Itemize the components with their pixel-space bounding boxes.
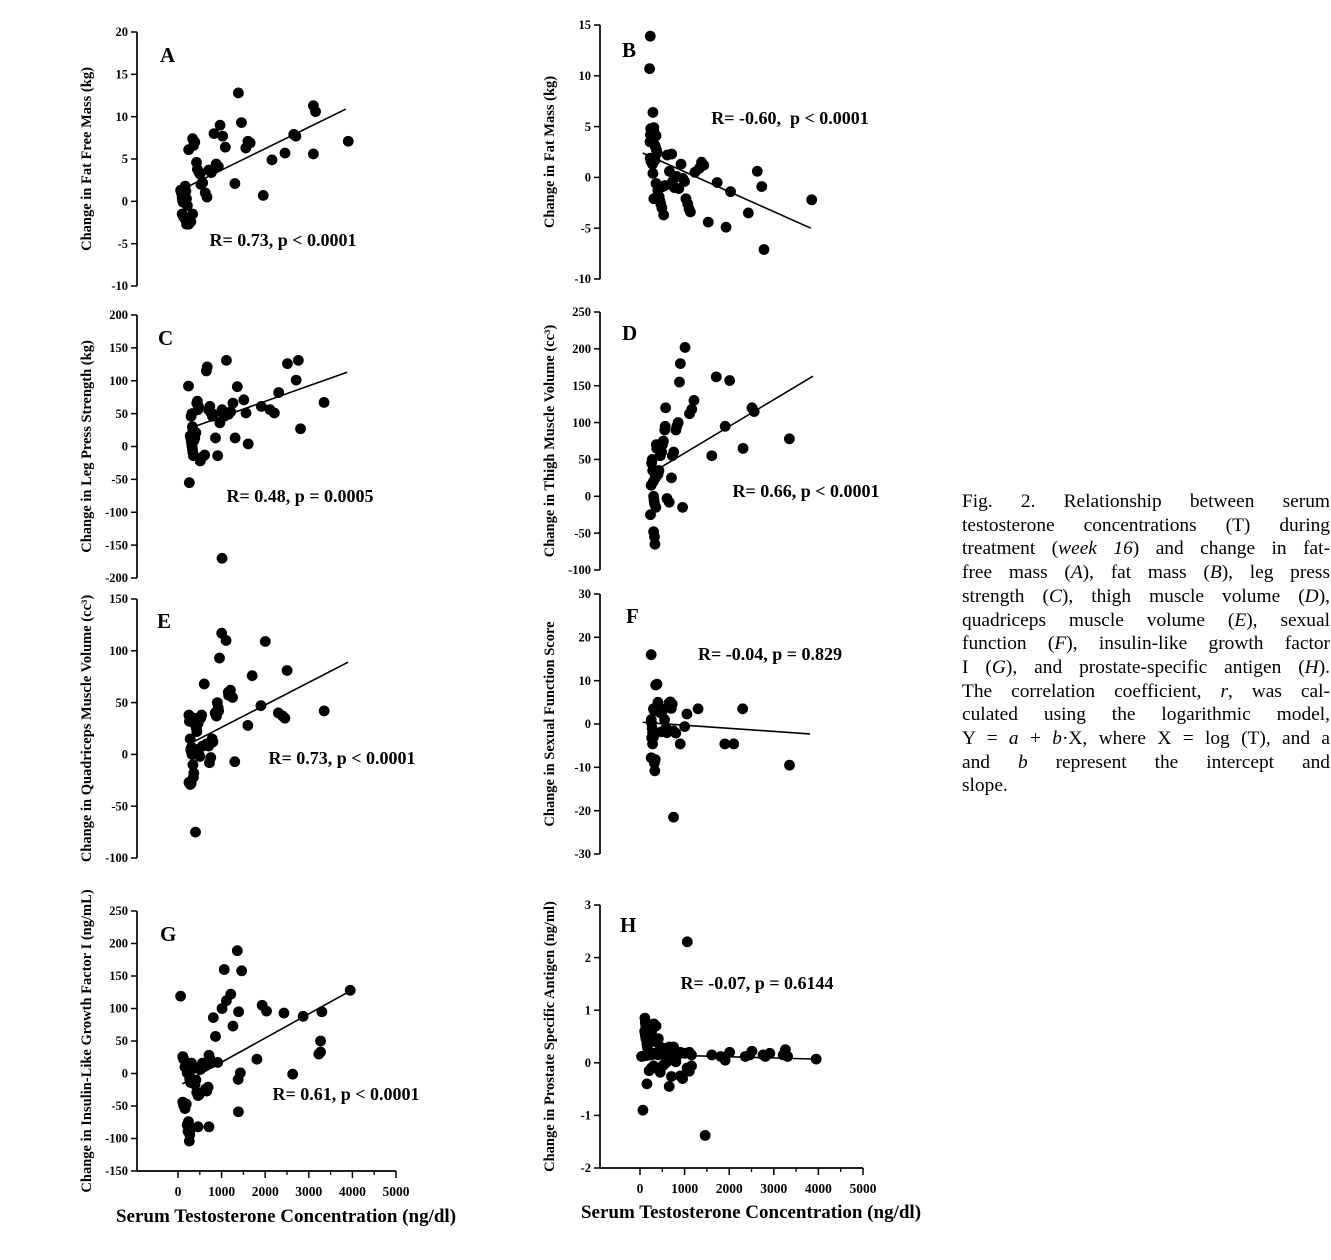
data-point <box>279 1008 290 1019</box>
data-point <box>308 149 319 160</box>
y-tick-label: -1 <box>580 1108 591 1123</box>
data-point <box>674 377 685 388</box>
y-tick-label: 0 <box>584 170 591 185</box>
y-tick-label: 30 <box>578 587 591 602</box>
data-point <box>260 636 271 647</box>
data-point <box>269 408 280 419</box>
data-point <box>229 756 240 767</box>
data-point <box>668 447 679 458</box>
x-tick-label: 5000 <box>849 1181 877 1196</box>
data-point <box>319 397 330 408</box>
data-point <box>319 705 330 716</box>
data-point <box>204 1121 215 1132</box>
data-point <box>217 131 228 142</box>
data-point <box>737 703 748 714</box>
y-tick-label: 10 <box>578 69 591 83</box>
x-tick-label: 2000 <box>251 1184 279 1199</box>
data-point <box>679 721 690 732</box>
data-point <box>236 965 247 976</box>
y-tick-label: 15 <box>115 67 128 82</box>
y-tick-label: 50 <box>578 452 591 467</box>
caption-line: culated using the logarithmic model, <box>962 704 1330 726</box>
x-axis-title-right: Serum Testosterone Concentration (ng/dl) <box>580 1202 922 1223</box>
data-point <box>310 106 321 117</box>
x-tick-label: 2000 <box>715 1181 743 1196</box>
panel-letter: D <box>622 321 638 345</box>
data-point <box>252 1054 263 1065</box>
y-tick-label: 5 <box>121 152 128 167</box>
data-point <box>644 63 655 74</box>
correlation-annotation: R= -0.60, p < 0.0001 <box>711 108 869 128</box>
data-point <box>666 472 677 483</box>
data-point <box>315 1047 326 1058</box>
panel-letter: B <box>622 38 637 62</box>
data-point <box>645 31 656 42</box>
data-point <box>203 1082 214 1093</box>
y-tick-label: -100 <box>105 1131 128 1146</box>
data-point <box>668 812 679 823</box>
data-point <box>679 176 690 187</box>
data-point <box>229 178 240 189</box>
y-tick-label: -150 <box>105 538 128 553</box>
data-point <box>649 765 660 776</box>
correlation-annotation: R= 0.61, p < 0.0001 <box>272 1084 420 1104</box>
data-point <box>258 190 269 201</box>
data-point <box>677 502 688 513</box>
data-point <box>652 679 663 690</box>
data-point <box>280 148 291 159</box>
y-tick-label: 100 <box>572 415 591 430</box>
data-point <box>210 1031 221 1042</box>
caption-line: The correlation coefficient, r, was cal- <box>962 680 1330 702</box>
y-tick-label: -5 <box>117 236 128 251</box>
data-point <box>782 1051 793 1062</box>
panel-c-chart <box>79 308 374 585</box>
y-axis-title: Change in Thigh Muscle Volume (cc³) <box>542 324 558 558</box>
data-point <box>232 945 243 956</box>
correlation-annotation: R= 0.66, p < 0.0001 <box>732 481 880 501</box>
figure-caption <box>962 490 1330 798</box>
y-tick-label: 20 <box>578 630 591 645</box>
caption-line: I (G), and prostate-specific antigen (H). <box>962 656 1330 678</box>
data-point <box>651 130 662 141</box>
x-axis-title-left: Serum Testosterone Concentration (ng/dl) <box>115 1206 457 1227</box>
data-point <box>228 398 239 409</box>
y-tick-label: 50 <box>115 406 128 421</box>
data-point <box>743 208 754 219</box>
x-tick-label: 3000 <box>295 1184 323 1199</box>
data-point <box>221 635 232 646</box>
data-point <box>212 450 223 461</box>
data-point <box>664 497 675 508</box>
x-tick-label: 1000 <box>208 1184 236 1199</box>
correlation-annotation: R= 0.73, p < 0.0001 <box>209 230 357 250</box>
data-point <box>747 1046 758 1057</box>
data-point <box>721 222 732 233</box>
data-point <box>183 381 194 392</box>
data-point <box>199 679 210 690</box>
y-axis-title: Change in Leg Press Strength (kg) <box>79 340 95 553</box>
data-point <box>208 737 219 748</box>
data-point <box>784 433 795 444</box>
data-point <box>215 120 226 131</box>
y-tick-label: 2 <box>584 950 591 965</box>
data-point <box>703 217 714 228</box>
x-tick-label: 1000 <box>671 1181 699 1196</box>
y-tick-label: -200 <box>105 571 128 586</box>
y-tick-label: -20 <box>574 803 591 818</box>
data-point <box>247 670 258 681</box>
data-point <box>190 427 201 438</box>
correlation-annotation: R= 0.73, p < 0.0001 <box>268 748 416 768</box>
data-point <box>213 705 224 716</box>
data-point <box>752 166 763 177</box>
data-point <box>175 991 186 1002</box>
data-point <box>202 192 213 203</box>
y-tick-label: 0 <box>584 1056 591 1070</box>
y-axis-title: Change in Fat Mass (kg) <box>542 75 558 229</box>
data-point <box>232 381 243 392</box>
caption-line: function (F), insulin-like growth factor <box>962 633 1330 655</box>
data-point <box>646 649 657 660</box>
data-point <box>637 1105 648 1116</box>
data-point <box>219 964 230 975</box>
data-point <box>287 1069 298 1080</box>
data-point <box>227 692 238 703</box>
data-point <box>671 1056 682 1067</box>
data-point <box>698 160 709 171</box>
y-tick-label: -10 <box>574 760 591 775</box>
data-point <box>293 355 304 366</box>
y-tick-label: -100 <box>105 505 128 520</box>
data-point <box>784 760 795 771</box>
data-point <box>196 710 207 721</box>
trend-line <box>189 109 346 186</box>
data-point <box>193 401 204 412</box>
data-point <box>345 985 356 996</box>
data-point <box>184 777 195 788</box>
data-point <box>214 653 225 664</box>
data-point <box>658 436 669 447</box>
y-tick-label: -2 <box>580 1161 591 1176</box>
data-point <box>194 751 205 762</box>
data-point <box>728 739 739 750</box>
data-point <box>291 375 302 386</box>
caption-line: testosterone concentrations (T) during <box>962 514 1330 536</box>
data-point <box>650 539 661 550</box>
y-tick-label: 200 <box>109 308 128 323</box>
data-point <box>315 1036 326 1047</box>
data-point <box>724 375 735 386</box>
y-tick-label: 100 <box>109 644 128 658</box>
data-point <box>282 358 293 369</box>
y-tick-label: -10 <box>574 272 591 287</box>
data-point <box>236 117 247 128</box>
x-tick-label: 4000 <box>804 1181 832 1196</box>
y-tick-label: 10 <box>115 109 128 124</box>
y-tick-label: 250 <box>109 904 128 919</box>
data-point <box>205 752 216 763</box>
x-tick-label: 3000 <box>760 1181 788 1196</box>
data-point <box>686 1061 697 1072</box>
y-tick-label: 200 <box>572 342 591 357</box>
panel-letter: E <box>157 609 172 633</box>
data-point <box>682 936 693 947</box>
data-point <box>648 107 659 118</box>
caption-line: Y = a + b·X, where X = log (T), and a <box>962 728 1330 750</box>
x-tick-label: 5000 <box>382 1184 410 1199</box>
data-point <box>220 142 231 153</box>
data-point <box>184 477 195 488</box>
data-point <box>233 88 244 99</box>
x-tick-label: 0 <box>174 1184 182 1199</box>
y-tick-label: 250 <box>572 305 591 320</box>
y-tick-label: 0 <box>584 489 591 504</box>
data-point <box>806 194 817 205</box>
data-point <box>660 421 671 432</box>
panel-d-chart <box>542 305 880 577</box>
data-point <box>225 989 236 1000</box>
data-point <box>245 138 256 149</box>
y-tick-label: 150 <box>572 378 591 393</box>
data-point <box>243 438 254 449</box>
data-point <box>230 433 241 444</box>
data-point <box>282 665 293 676</box>
data-point <box>689 395 700 406</box>
y-tick-label: -30 <box>574 847 591 862</box>
y-tick-label: 20 <box>115 25 128 40</box>
y-tick-label: 50 <box>115 695 128 710</box>
y-tick-label: 10 <box>578 673 591 688</box>
data-point <box>675 358 686 369</box>
y-tick-label: 3 <box>584 898 591 913</box>
data-point <box>666 149 677 160</box>
data-point <box>670 728 681 739</box>
data-point <box>700 1130 711 1141</box>
data-point <box>295 423 306 434</box>
panel-letter: F <box>626 604 639 628</box>
y-tick-label: -50 <box>574 526 591 541</box>
y-tick-label: -100 <box>568 563 591 578</box>
data-point <box>646 752 657 763</box>
y-tick-label: 150 <box>109 341 128 356</box>
data-point <box>193 1121 204 1132</box>
y-axis-title: Change in Fat Free Mass (kg) <box>79 67 95 251</box>
data-point <box>682 709 693 720</box>
panel-letter: H <box>620 913 637 937</box>
data-point <box>693 703 704 714</box>
panel-letter: A <box>160 43 176 67</box>
data-point <box>756 181 767 192</box>
data-point <box>759 244 770 255</box>
data-point <box>280 713 291 724</box>
y-tick-label: 100 <box>109 1001 128 1016</box>
y-tick-label: 0 <box>121 1066 128 1081</box>
data-point <box>667 699 678 710</box>
panel-g-chart <box>79 889 420 1199</box>
data-point <box>189 137 200 148</box>
correlation-annotation: R= -0.04, p = 0.829 <box>697 644 843 664</box>
caption-line: free mass (A), fat mass (B), leg press <box>962 562 1330 584</box>
y-tick-label: -50 <box>111 472 128 487</box>
data-point <box>221 355 232 366</box>
data-point <box>343 136 354 147</box>
y-tick-label: 15 <box>578 18 591 33</box>
panel-a-chart <box>79 25 357 293</box>
data-point <box>706 450 717 461</box>
y-tick-label: -100 <box>105 851 128 866</box>
panel-h-chart <box>542 898 877 1196</box>
data-point <box>675 739 686 750</box>
panel-f-chart <box>542 587 842 861</box>
correlation-annotation: R= 0.48, p = 0.0005 <box>226 486 374 506</box>
caption-line: quadriceps muscle volume (E), sexual <box>962 609 1330 631</box>
data-point <box>228 1021 239 1032</box>
data-point <box>664 1081 675 1092</box>
data-point <box>673 417 684 428</box>
y-tick-label: 200 <box>109 936 128 951</box>
data-point <box>651 1021 662 1032</box>
data-point <box>202 362 213 373</box>
data-point <box>658 210 669 221</box>
panel-b-chart <box>542 18 869 286</box>
data-point <box>233 1006 244 1017</box>
y-tick-label: 1 <box>584 1003 591 1018</box>
data-point <box>648 168 659 179</box>
y-tick-label: 0 <box>121 439 128 454</box>
data-point <box>210 433 221 444</box>
caption-line: strength (C), thigh muscle volume (D), <box>962 585 1330 607</box>
caption-line: Fig. 2. Relationship between serum <box>962 491 1330 512</box>
data-point <box>217 553 228 564</box>
y-tick-label: 0 <box>121 194 128 209</box>
y-tick-label: -10 <box>111 279 128 294</box>
y-axis-title: Change in Quadriceps Muscle Volume (cc³) <box>79 594 95 863</box>
data-point <box>660 402 671 413</box>
data-point <box>199 450 210 461</box>
panel-letter: C <box>158 326 174 350</box>
y-tick-label: -50 <box>111 1099 128 1114</box>
y-axis-title: Change in Sexual Function Score <box>542 621 558 827</box>
data-point <box>188 768 199 779</box>
y-tick-label: 5 <box>584 119 591 134</box>
x-tick-label: 4000 <box>338 1184 366 1199</box>
data-point <box>680 342 691 353</box>
caption-line: slope. <box>962 775 1008 797</box>
data-point <box>685 207 696 218</box>
data-point <box>267 154 278 165</box>
correlation-annotation: R= -0.07, p = 0.6144 <box>680 973 834 993</box>
y-tick-label: -50 <box>111 799 128 814</box>
y-tick-label: 150 <box>109 592 128 607</box>
data-point <box>187 209 198 220</box>
y-tick-label: -150 <box>105 1164 128 1179</box>
data-point <box>238 394 249 405</box>
y-tick-label: 100 <box>109 373 128 388</box>
data-point <box>711 371 722 382</box>
data-point <box>181 1099 192 1110</box>
y-tick-label: -5 <box>580 221 591 236</box>
data-point <box>642 1078 653 1089</box>
data-point <box>235 1067 246 1078</box>
caption-line: treatment (week 16) and change in fat- <box>962 538 1331 560</box>
panel-letter: G <box>160 922 177 946</box>
panel-e-chart <box>79 592 416 865</box>
data-point <box>242 720 253 731</box>
y-tick-label: 0 <box>584 717 591 732</box>
y-axis-title: Change in Prostate Specific Antigen (ng/ml) <box>542 901 558 1172</box>
x-tick-label: 0 <box>636 1181 644 1196</box>
caption-line: and b represent the intercept and <box>962 751 1330 773</box>
y-tick-label: 0 <box>121 747 128 762</box>
data-point <box>208 1012 219 1023</box>
data-point <box>738 443 749 454</box>
data-point <box>645 509 656 520</box>
y-tick-label: 50 <box>115 1034 128 1049</box>
data-point <box>261 1006 272 1017</box>
data-point <box>233 1106 244 1117</box>
data-point <box>190 827 201 838</box>
y-axis-title: Change in Insulin-Like Growth Factor I (ng/mL) <box>79 889 95 1193</box>
y-tick-label: 150 <box>109 969 128 984</box>
